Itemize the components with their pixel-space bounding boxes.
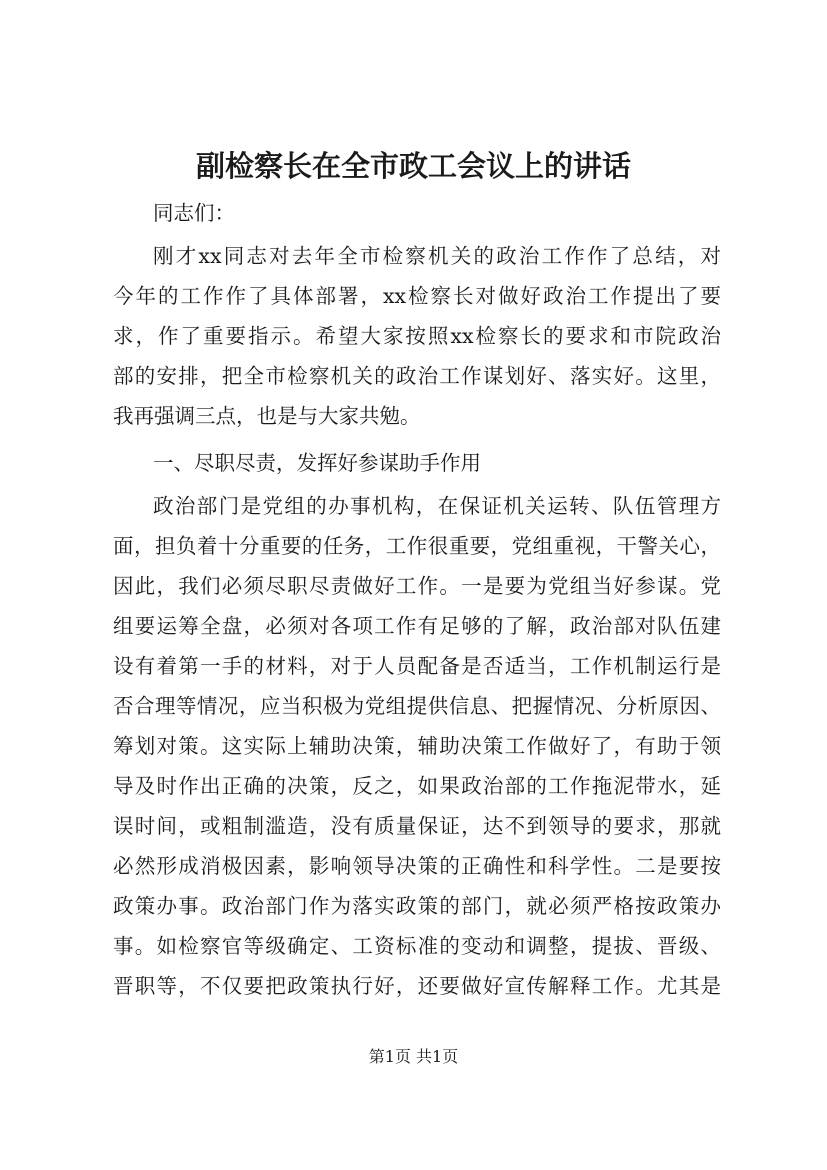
section-heading: 一、尽职尽责，发挥好参谋助手作用 bbox=[153, 451, 481, 475]
paragraph-line: 设有着第一手的材料，对于人员配备是否适当，工作机制运行是 bbox=[113, 654, 721, 678]
paragraph-line: 必然形成消极因素，影响领导决策的正确性和科学性。二是要按 bbox=[113, 854, 721, 878]
paragraph-line: 政策办事。政治部门作为落实政策的部门，就必须严格按政策办 bbox=[113, 894, 721, 918]
salutation: 同志们： bbox=[153, 201, 235, 225]
paragraph-line: 部的安排，把全市检察机关的政治工作谋划好、落实好。这里， bbox=[113, 364, 721, 388]
page-number-footer: 第1页 共1页 bbox=[368, 1047, 459, 1066]
paragraph-line: 否合理等情况，应当积极为党组提供信息、把握情况、分析原因、 bbox=[113, 694, 721, 718]
paragraph-line: 因此，我们必须尽职尽责做好工作。一是要为党组当好参谋。党 bbox=[113, 574, 721, 598]
paragraph-line: 政治部门是党组的办事机构，在保证机关运转、队伍管理方 bbox=[153, 494, 721, 518]
document-title: 副检察长在全市政工会议上的讲话 bbox=[195, 149, 631, 183]
paragraph-line: 晋职等，不仅要把政策执行好，还要做好宣传解释工作。尤其是 bbox=[113, 974, 721, 998]
paragraph-line: 求，作了重要指示。希望大家按照xx检察长的要求和市院政治 bbox=[113, 324, 721, 348]
paragraph-line: 组要运筹全盘，必须对各项工作有足够的了解，政治部对队伍建 bbox=[113, 614, 721, 638]
paragraph-line: 刚才xx同志对去年全市检察机关的政治工作作了总结，对 bbox=[153, 244, 721, 268]
paragraph-line: 事。如检察官等级确定、工资标准的变动和调整，提拔、晋级、 bbox=[113, 934, 721, 958]
paragraph-line: 我再强调三点，也是与大家共勉。 bbox=[113, 404, 421, 428]
paragraph-line: 面，担负着十分重要的任务，工作很重要，党组重视，干警关心， bbox=[113, 534, 721, 558]
paragraph-line: 导及时作出正确的决策，反之，如果政治部的工作拖泥带水，延 bbox=[113, 774, 721, 798]
paragraph-line: 误时间，或粗制滥造，没有质量保证，达不到领导的要求，那就 bbox=[113, 814, 721, 838]
paragraph-line: 今年的工作作了具体部署，xx检察长对做好政治工作提出了要 bbox=[113, 284, 721, 308]
paragraph-line: 筹划对策。这实际上辅助决策，辅助决策工作做好了，有助于领 bbox=[113, 734, 721, 758]
